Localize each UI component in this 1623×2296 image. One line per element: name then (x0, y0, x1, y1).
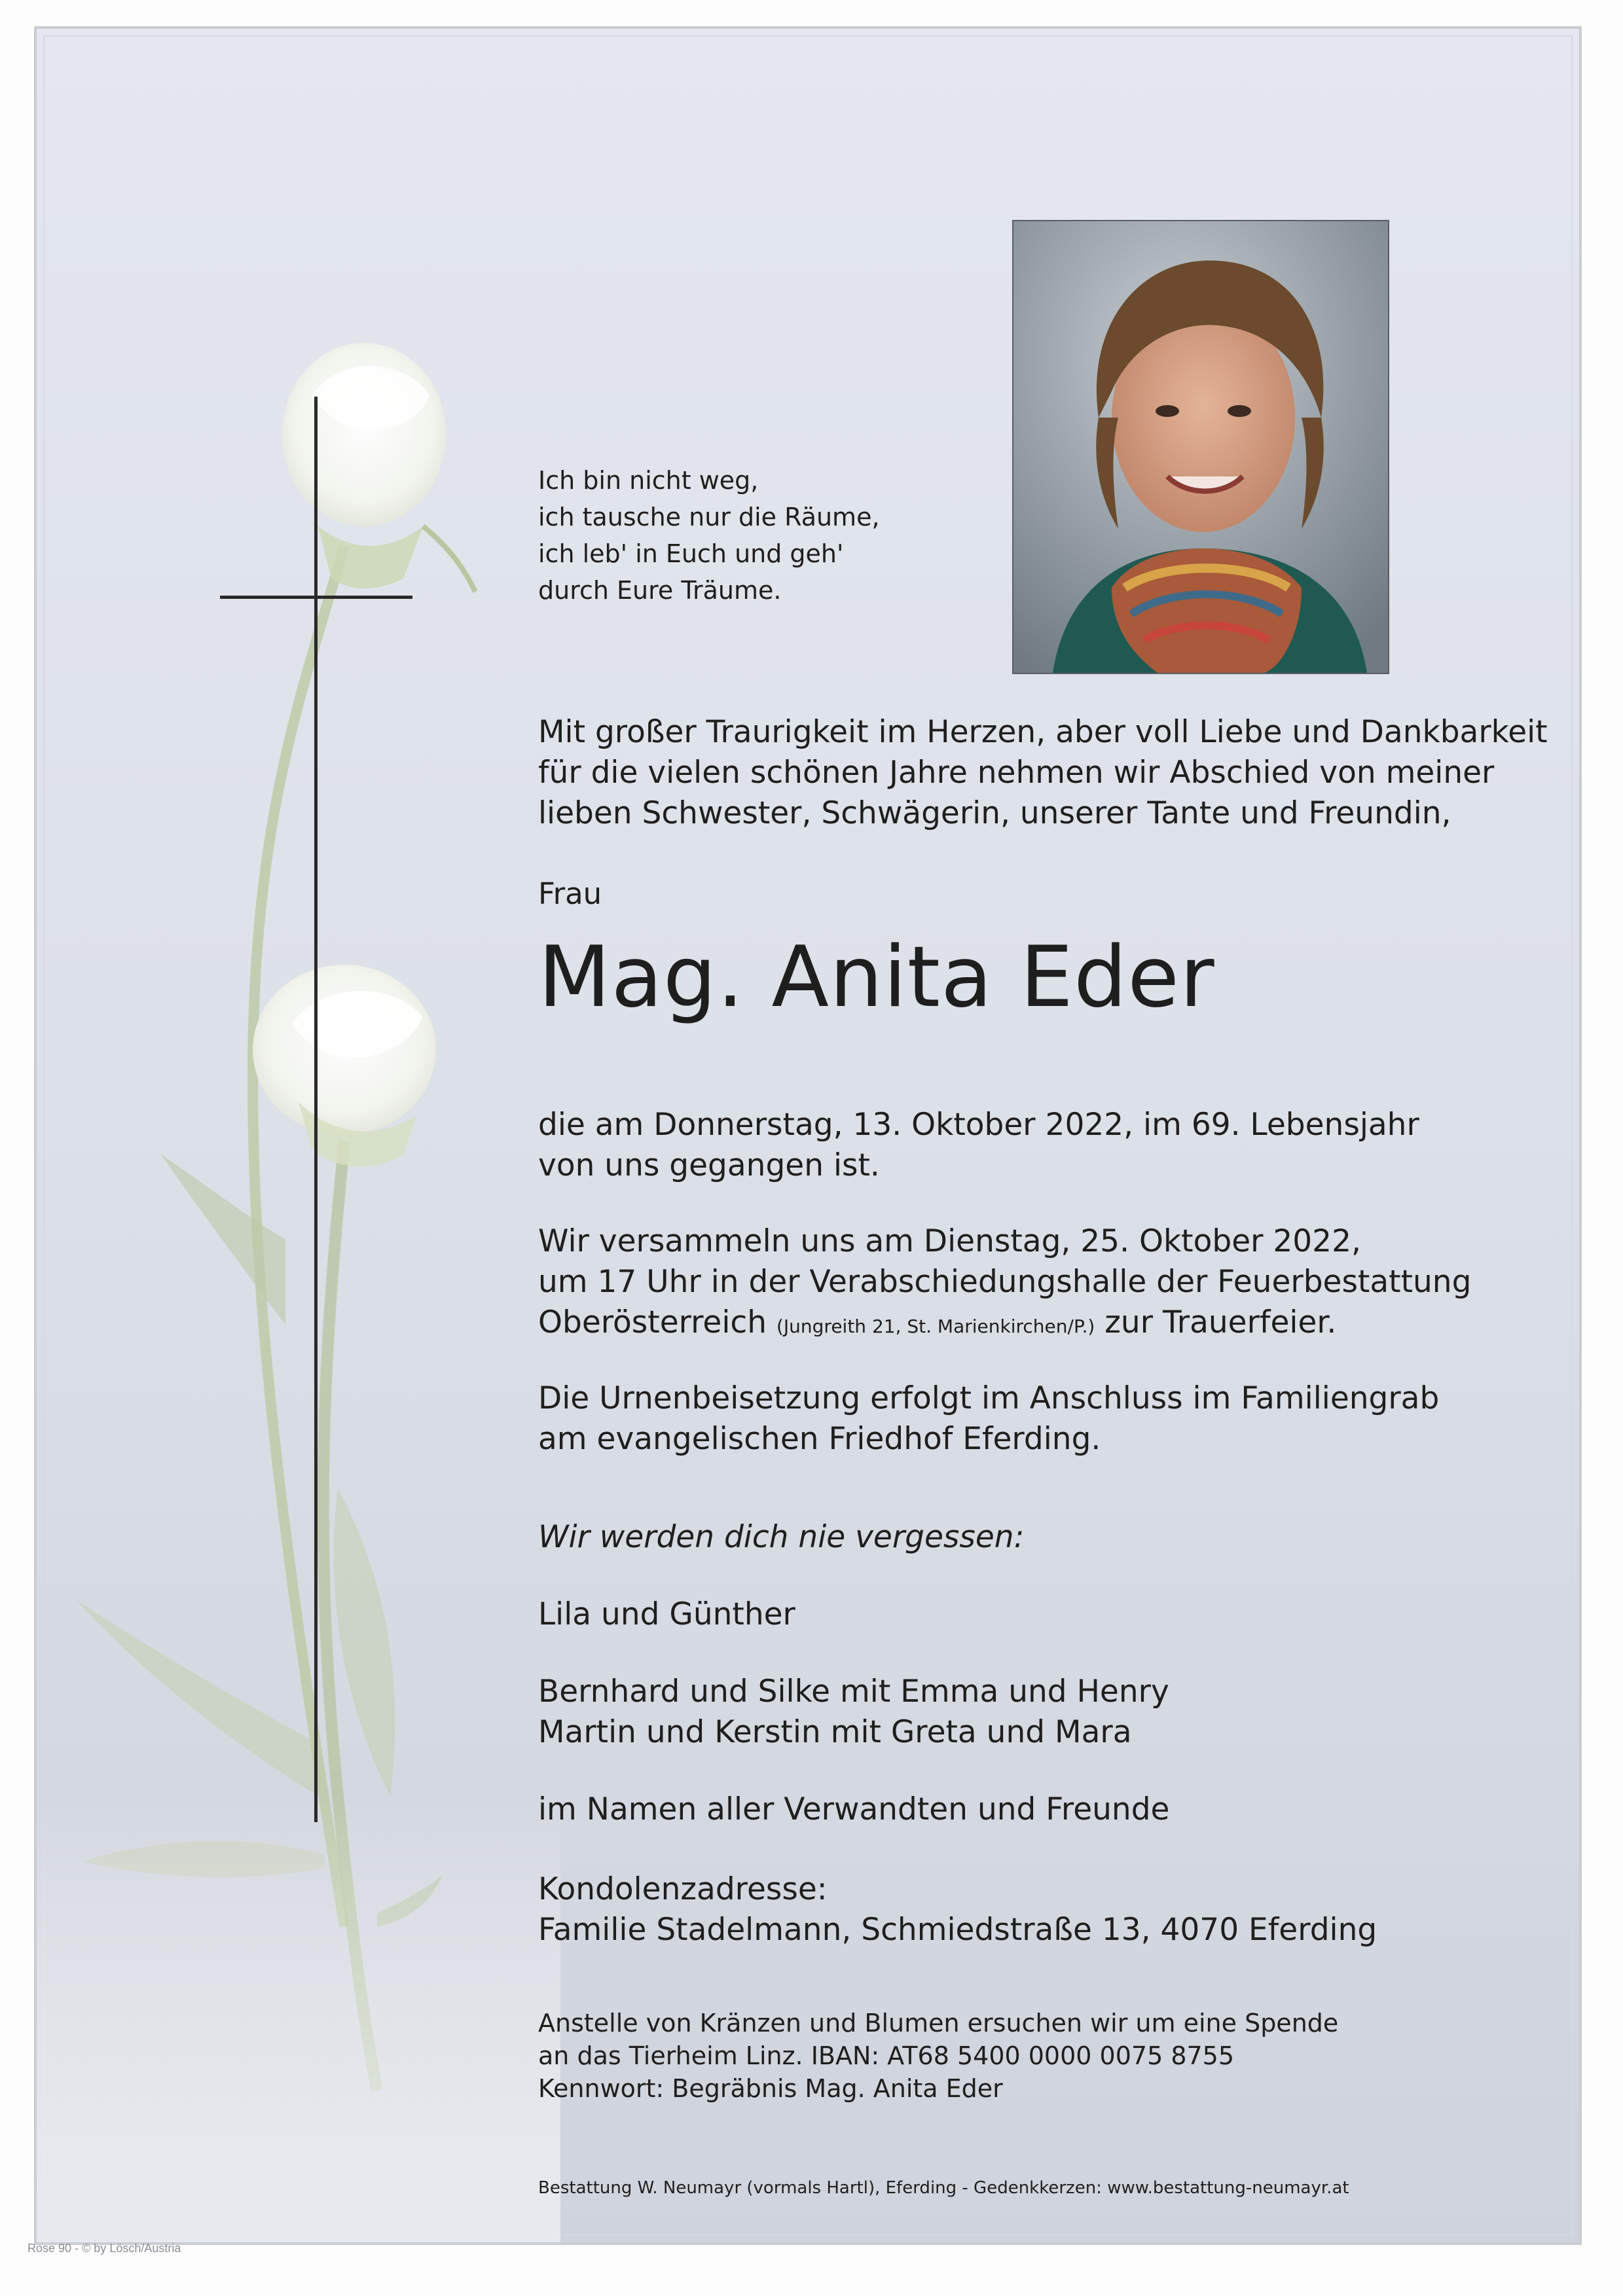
remember-text: Wir werden dich nie vergessen: (538, 1519, 1025, 1555)
obituary-card (34, 26, 1582, 2245)
deceased-name: Mag. Anita Eder (538, 929, 1215, 1026)
venue-address: (Jungreith 21, St. Marienkirchen/P.) (776, 1316, 1095, 1337)
gathering-line-3-end: zur Trauerfeier. (1104, 1304, 1337, 1340)
image-credit: Rose 90 - © by Lösch/Austria (27, 2242, 181, 2255)
cross-vertical (314, 397, 318, 1822)
gathering-line-3-start: Oberösterreich (538, 1304, 767, 1340)
condolence-address: Kondolenzadresse: Familie Stadelmann, Schmiedstraße 13, 4070 Eferding (538, 1871, 1377, 1948)
gathering-line-2: um 17 Uhr in der Verabschiedungshalle der Feuerbestattung (538, 1264, 1472, 1300)
poem: Ich bin nicht weg, ich tausche nur die Räume, ich leb' in Euch und geh' durch Eure Träume. (538, 466, 880, 605)
intro-text: Mit großer Traurigkeit im Herzen, aber voll Liebe und Dankbarkeit für die vielen schönen Jahre nehmen wir Abschied von meiner lieben Schwester, Schwägerin, unserer Tante und Freundin, (538, 714, 1548, 831)
gathering-line-1: Wir versammeln uns am Dienstag, 25. Oktober 2022, (538, 1223, 1361, 1259)
donation-request: Anstelle von Kränzen und Blumen ersuchen wir um eine Spende an das Tierheim Linz. IBAN: AT68 5400 0000 0075 8755 Kennwort: Begräbnis Mag. Anita Eder (538, 2009, 1339, 2103)
gathering-text (538, 1221, 1559, 1347)
funeral-home-footer: Bestattung W. Neumayr (vormals Hartl), Eferding - Gedenkkerzen: www.bestattung-neumayr.at (538, 2178, 1349, 2198)
passing-text: die am Donnerstag, 13. Oktober 2022, im 69. Lebensjahr von uns gegangen ist. (538, 1107, 1419, 1183)
honorific: Frau (538, 876, 602, 911)
mourners-1: Lila und Günther (538, 1596, 795, 1632)
mourners-2: Bernhard und Silke mit Emma und Henry Martin und Kerstin mit Greta und Mara (538, 1674, 1169, 1750)
burial-text: Die Urnenbeisetzung erfolgt im Anschluss im Familiengrab am evangelischen Friedhof Eferding. (538, 1380, 1440, 1457)
white-roses-illustration (37, 29, 560, 2242)
relatives-text: im Namen aller Verwandten und Freunde (538, 1791, 1170, 1827)
cross-horizontal (220, 596, 412, 599)
